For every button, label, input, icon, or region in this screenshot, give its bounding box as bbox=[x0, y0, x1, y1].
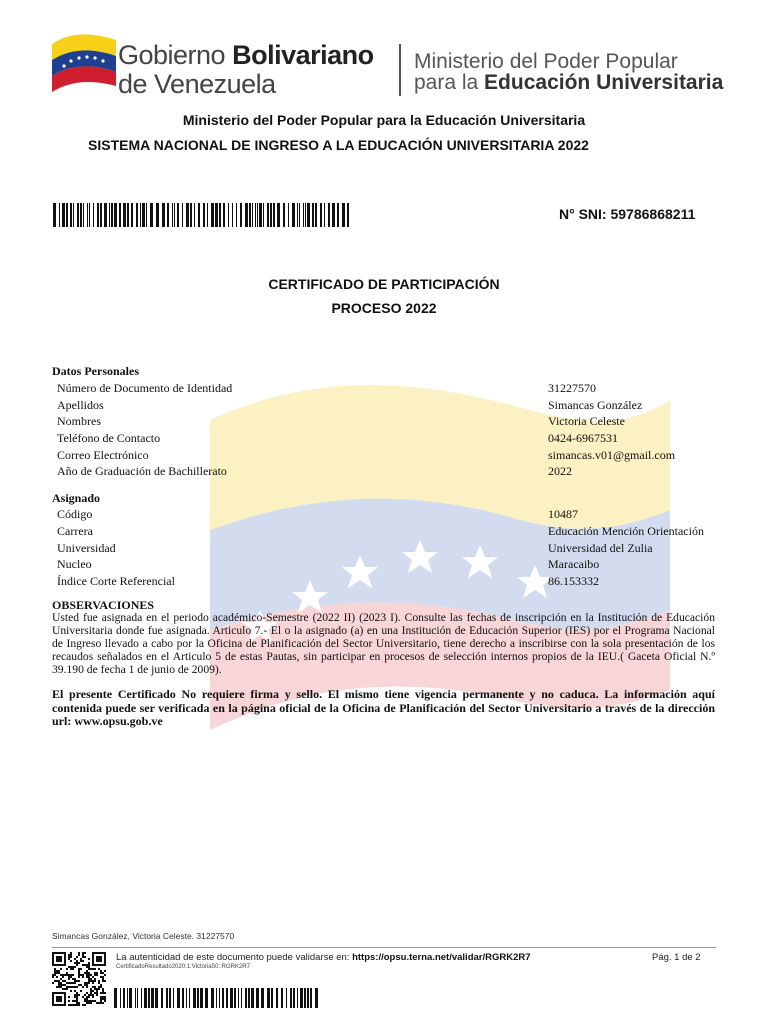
observations-heading: OBSERVACIONES bbox=[52, 598, 155, 612]
list-item-value: Victoria Celeste bbox=[548, 414, 625, 428]
footer-divider bbox=[52, 947, 716, 948]
list-item-label: Año de Graduación de Bachillerato bbox=[57, 464, 227, 478]
validity-notice: El presente Certificado No requiere firma y sello. El mismo tiene vigencia permanente y no caduca. La información aquí contenida puede ser verificada en la página oficial de la Oficina de Planificación del Sector Universitario a través de la dirección url: www.opsu.gob.ve bbox=[52, 687, 715, 728]
list-item-value: Universidad del Zulia bbox=[548, 541, 653, 555]
list-item-value: 31227570 bbox=[548, 381, 596, 395]
list-item-label: Teléfono de Contacto bbox=[57, 431, 161, 445]
government-name-line2: de Venezuela bbox=[118, 69, 276, 99]
list-item-label: Nucleo bbox=[57, 557, 92, 571]
ministry-logo-line2: para la Educación Universitaria bbox=[414, 71, 724, 94]
venezuela-flag-logo-icon bbox=[50, 30, 118, 94]
list-item-label: Código bbox=[57, 507, 93, 521]
system-title: SISTEMA NACIONAL DE INGRESO A LA EDUCACIÓN UNIVERSITARIA 2022 bbox=[88, 137, 589, 153]
personal-data-heading: Datos Personales bbox=[52, 364, 139, 378]
list-item-label: Número de Documento de Identidad bbox=[57, 381, 233, 395]
page-number: Pág. 1 de 2 bbox=[652, 952, 701, 963]
list-item-label: Nombres bbox=[57, 414, 101, 428]
barcode-icon bbox=[53, 203, 349, 227]
list-item-value: Maracaibo bbox=[548, 557, 600, 571]
qr-code-icon bbox=[52, 952, 106, 1006]
footer-holder-name: Simancas González, Victoria Celeste. 31227570 bbox=[52, 931, 235, 941]
list-item-value: Simancas González bbox=[548, 398, 643, 412]
ministry-logo-line1: Ministerio del Poder Popular bbox=[414, 50, 678, 73]
barcode-icon bbox=[114, 988, 318, 1008]
header-divider bbox=[399, 44, 401, 96]
list-item-value: 86.153332 bbox=[548, 574, 599, 588]
list-item-label: Índice Corte Referencial bbox=[57, 574, 175, 588]
sni-number: N° SNI: 59786868211 bbox=[559, 206, 696, 222]
list-item-value: Educación Mención Orientación bbox=[548, 524, 704, 538]
list-item-label: Universidad bbox=[57, 541, 116, 555]
validation-notice: La autenticidad de este documento puede validarse en: https://opsu.terna.net/validar/RGRK2R7 bbox=[116, 952, 531, 963]
list-item-value: simancas.v01@gmail.com bbox=[548, 448, 676, 462]
list-item-value: 10487 bbox=[548, 507, 578, 521]
list-item-label: Correo Electrónico bbox=[57, 448, 149, 462]
list-item-value: 0424-6967531 bbox=[548, 431, 618, 445]
government-name-line1: Gobierno Bolivariano bbox=[118, 40, 374, 70]
observations-text: Usted fue asignada en el periodo académico-Semestre (2022 II) (2023 I). Consulte las fechas de inscripción en la Institución de Educación Universitaria donde fue asignada. Articulo 7.- El o la asignado (a) en una Institución de Educación Superior (IES) por el Programa Nacional de Ingreso llevado a cabo por la Oficina de Planificación del Sector Universitario, tiene derecho a inscribirse con la sola presentación de los recaudos señalados en el Articulo 5 de estas Pautas, sin participar en procesos de selección internos propios de la IEU.( Gaceta Oficial N.º 39.190 de fecha 1 de junio de 2009). bbox=[52, 611, 715, 676]
ministry-title: Ministerio del Poder Popular para la Educación Universitaria bbox=[182, 112, 586, 128]
validation-url-link[interactable]: https://opsu.terna.net/validar/RGRK2R7 bbox=[352, 952, 531, 963]
list-item-label: Carrera bbox=[57, 524, 93, 538]
list-item-label: Apellidos bbox=[57, 398, 104, 412]
certificate-code: CertificadoResultado2020:1:Victoria50::RGRK2R7 bbox=[116, 964, 250, 970]
assigned-heading: Asignado bbox=[52, 491, 101, 505]
process-title: PROCESO 2022 bbox=[331, 300, 437, 316]
list-item-value: 2022 bbox=[548, 464, 572, 478]
certificate-title: CERTIFICADO DE PARTICIPACIÓN bbox=[268, 276, 500, 292]
